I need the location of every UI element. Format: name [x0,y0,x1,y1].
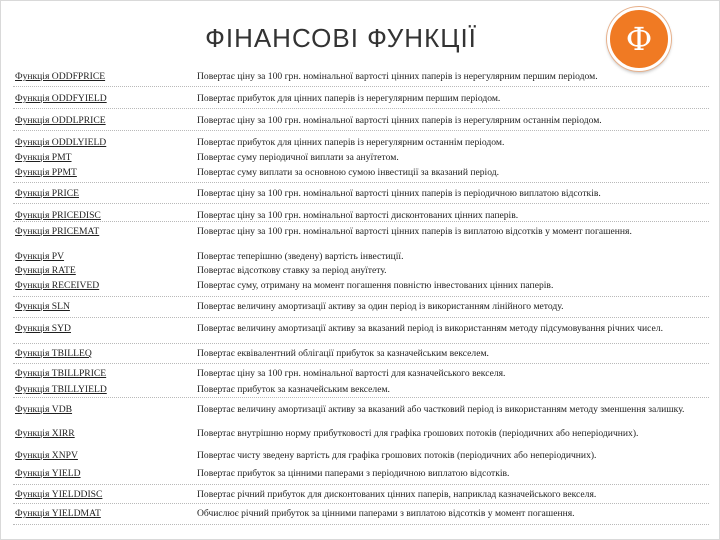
function-description: Повертає величину амортизації активу за один період із використанням лінійного методу. [197,301,564,312]
function-description: Обчислює річний прибуток за цінними паперами з виплатою відсотків у момент погашення. [197,508,575,519]
function-name-link[interactable]: Функція TBILLEQ [15,348,92,359]
function-description: Повертає ціну за 100 грн. номінальної вартості цінних паперів із виплатою відсотків у момент погашення. [197,226,632,237]
function-description: Повертає величину амортизації активу за вказаний період із використанням методу підсумовування річних чисел. [197,323,663,334]
function-name-link[interactable]: Функція PRICE [15,188,79,199]
function-description: Повертає суму виплати за основною сумою інвестиції за вказаний період. [197,167,500,178]
function-name-link[interactable]: Функція SLN [15,301,70,312]
function-name-link[interactable]: Функція VDB [15,404,73,415]
row-divider [13,503,709,504]
function-name-link[interactable]: Функція YIELDDISC [15,489,103,500]
function-description: Повертає внутрішню норму прибутковості для графіка грошових потоків (періодичних або неперіодичних). [197,428,639,439]
function-description: Повертає ціну за 100 грн. номінальної вартості цінних паперів із нерегулярним останнім періодом. [197,115,602,126]
function-description: Повертає величину амортизації активу за вказаний або частковий період із використанням методу зменшення залишку. [197,404,685,415]
function-description: Повертає прибуток для цінних паперів із нерегулярним першим періодом. [197,93,501,104]
row-divider [13,203,709,204]
function-description: Повертає ціну за 100 грн. номінальної вартості цінних паперів із нерегулярним першим періодом. [197,71,598,82]
function-name-link[interactable]: Функція TBILLYIELD [15,384,107,395]
function-description: Повертає ціну за 100 грн. номінальної вартості дисконтованих цінних паперів. [197,210,519,221]
function-name-link[interactable]: Функція TBILLPRICE [15,368,107,379]
function-description: Повертає відсоткову ставку за період ануїтету. [197,265,387,276]
function-name-link[interactable]: Функція PMT [15,152,72,163]
function-name-link[interactable]: Функція PV [15,251,65,262]
row-divider [13,296,709,297]
function-name-link[interactable]: Функція ODDFYIELD [15,93,107,104]
function-name-link[interactable]: Функція PRICEDISC [15,210,101,221]
function-description: Повертає прибуток за цінними паперами з періодичною виплатою відсотків. [197,468,510,479]
phi-badge-icon: Ф [607,7,671,71]
function-name-link[interactable]: Функція PPMT [15,167,77,178]
function-description: Повертає річний прибуток для дисконтованих цінних паперів, наприклад казначейського векселя. [197,489,597,500]
function-name-link[interactable]: Функція PRICEMAT [15,226,100,237]
row-divider [13,397,709,398]
function-name-link[interactable]: Функція YIELDMAT [15,508,101,519]
function-description: Повертає ціну за 100 грн. номінальної вартості цінних паперів із періодичною виплатою відсотків. [197,188,601,199]
function-description: Повертає суму, отриману на момент погашення повністю інвестованих цінних паперів. [197,280,554,291]
row-divider [13,343,709,344]
function-name-link[interactable]: Функція ODDLPRICE [15,115,106,126]
row-divider [13,86,709,87]
function-name-link[interactable]: Функція XIRR [15,428,75,439]
row-divider [13,524,709,525]
function-name-link[interactable]: Функція SYD [15,323,71,334]
row-divider [13,221,709,222]
function-name-link[interactable]: Функція ODDLYIELD [15,137,107,148]
function-description: Повертає прибуток для цінних паперів із нерегулярним останнім періодом. [197,137,505,148]
function-name-link[interactable]: Функція RATE [15,265,76,276]
function-name-link[interactable]: Функція ODDFPRICE [15,71,106,82]
function-description: Повертає теперішню (зведену) вартість інвестиції. [197,251,404,262]
function-description: Повертає ціну за 100 грн. номінальної вартості для казначейського векселя. [197,368,506,379]
row-divider [13,182,709,183]
function-description: Повертає чисту зведену вартість для графіка грошових потоків (періодичних або неперіодичних). [197,450,597,461]
function-name-link[interactable]: Функція XNPV [15,450,78,461]
row-divider [13,130,709,131]
row-divider [13,108,709,109]
function-description: Повертає суму періодичної виплати за ануїтетом. [197,152,399,163]
row-divider [13,363,709,364]
function-description: Повертає прибуток за казначейським векселем. [197,384,390,395]
function-description: Повертає еквівалентний облігації прибуток за казначейським векселем. [197,348,489,359]
page-title: ФІНАНСОВІ ФУНКЦІЇ [205,23,477,53]
row-divider [13,484,709,485]
function-name-link[interactable]: Функція YIELD [15,468,81,479]
function-name-link[interactable]: Функція RECEIVED [15,280,100,291]
row-divider [13,317,709,318]
